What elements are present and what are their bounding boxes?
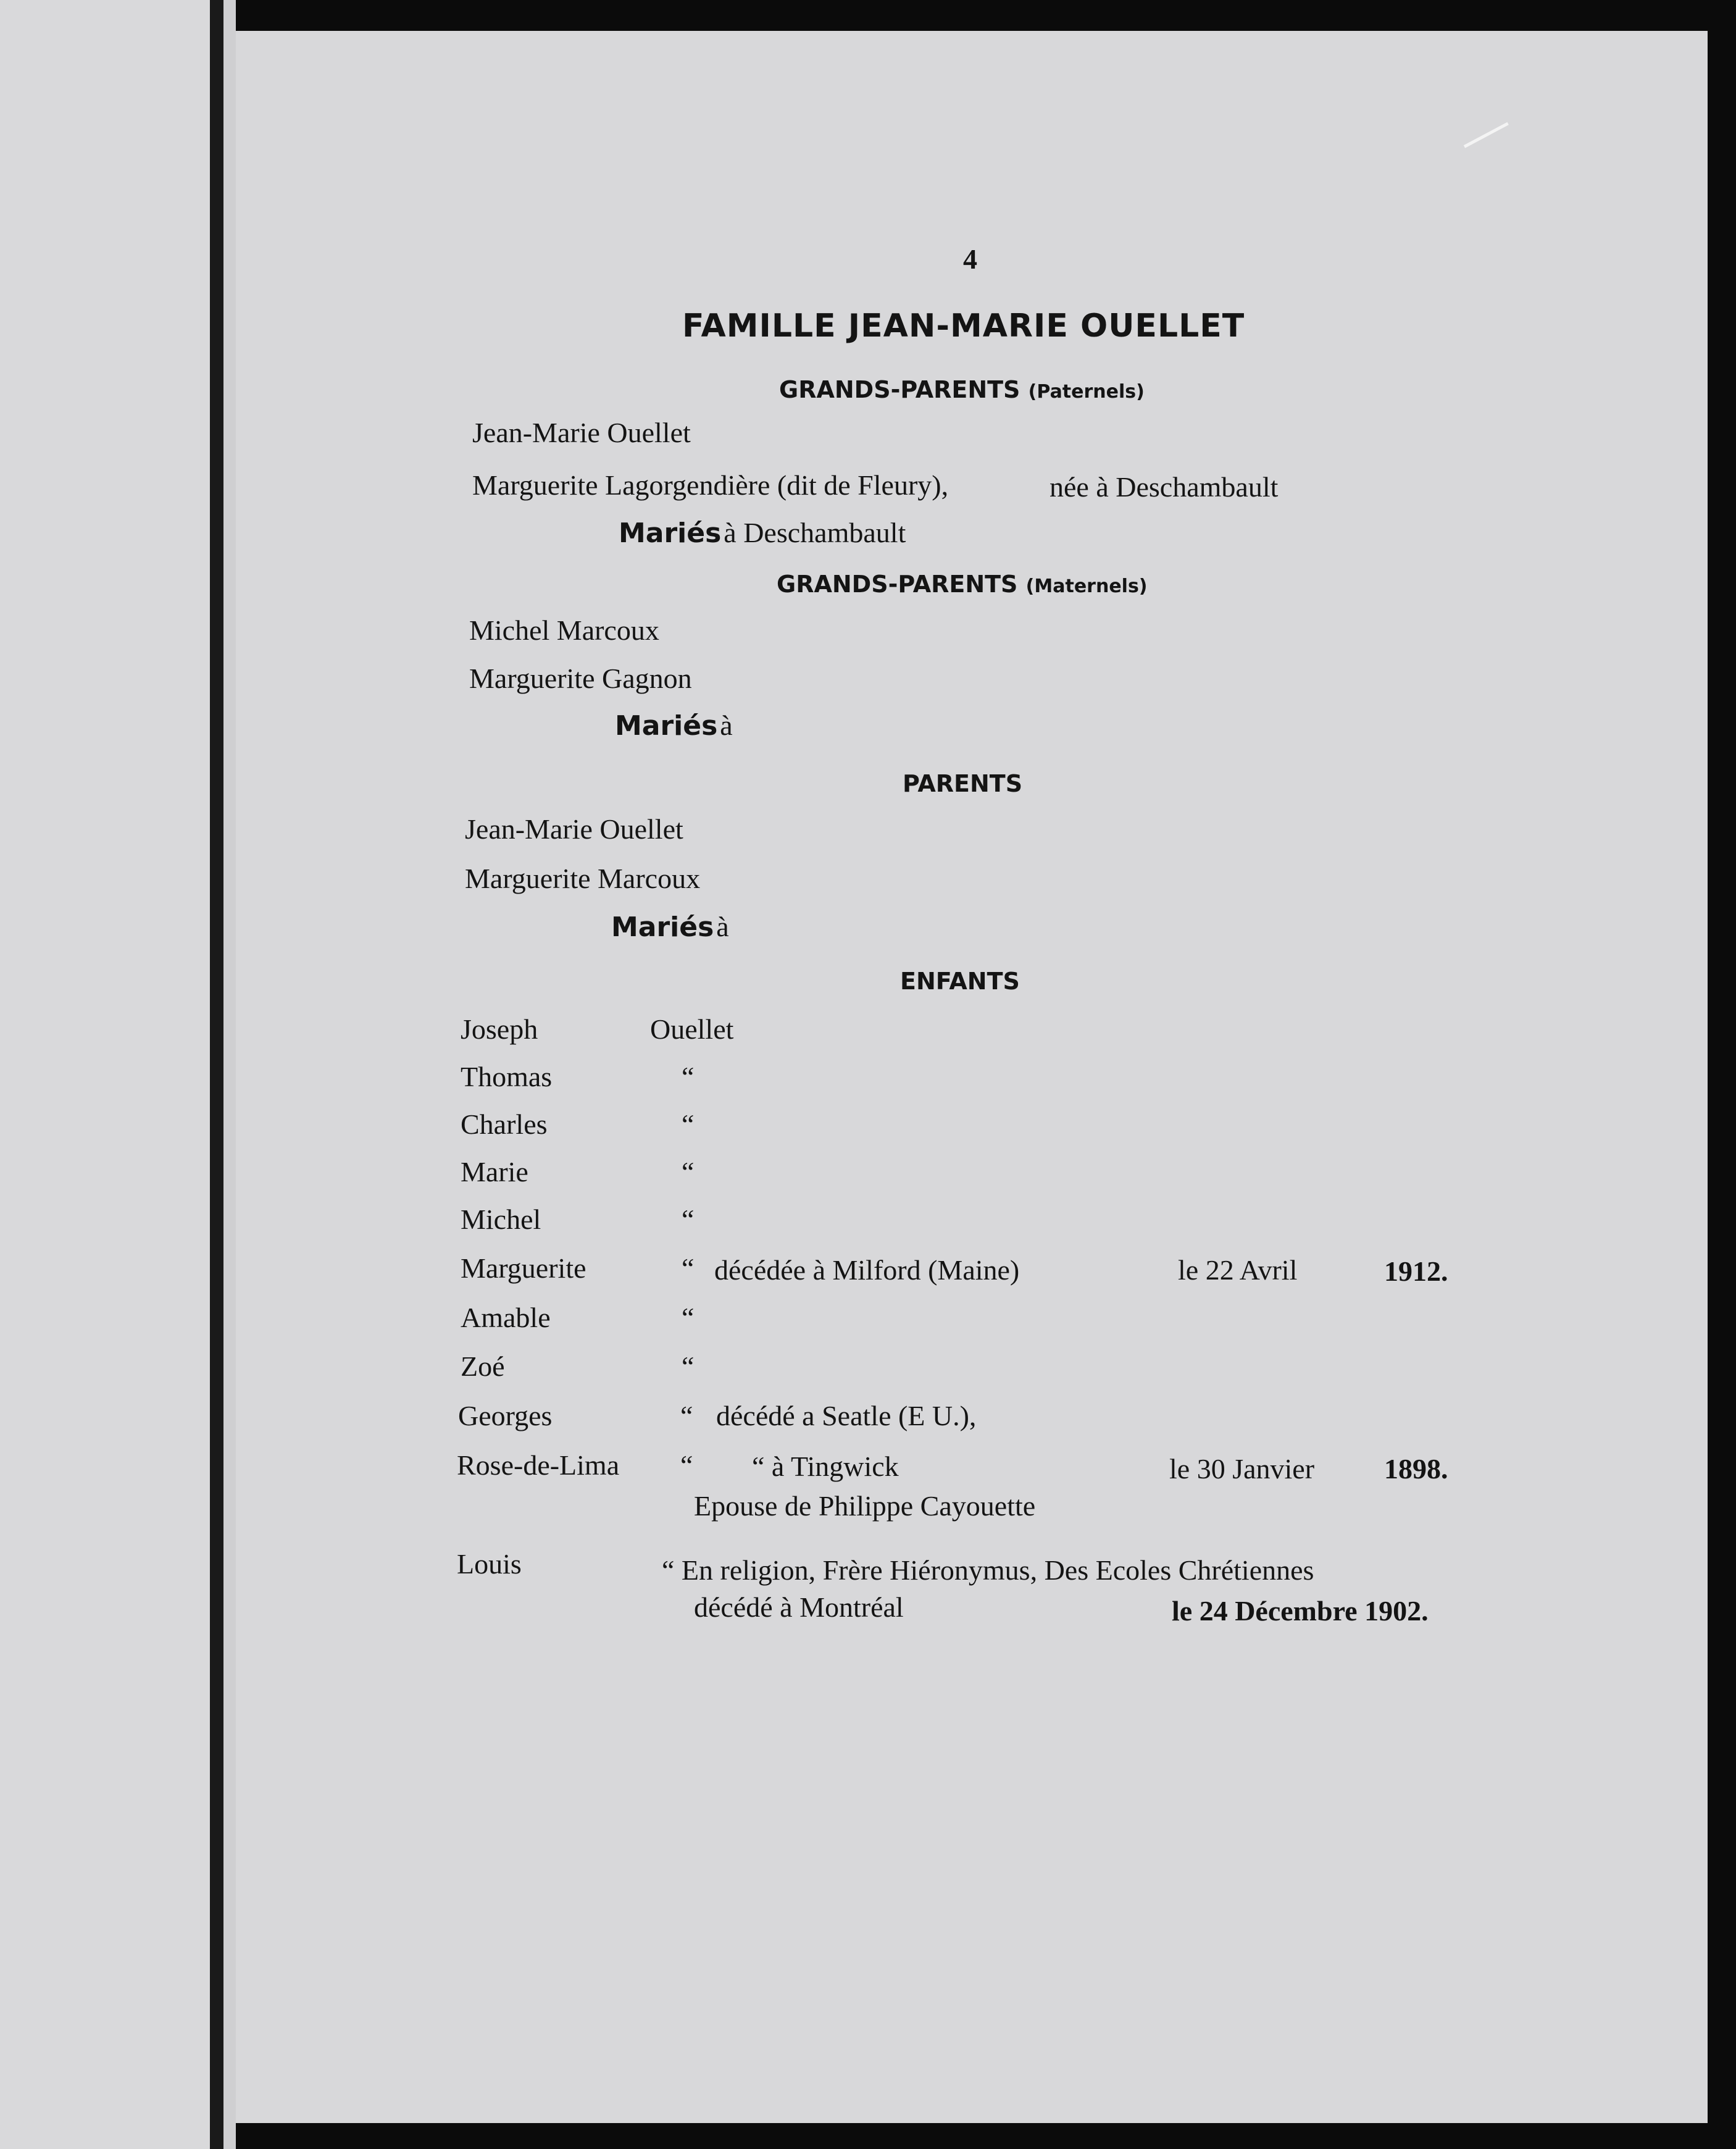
child-name: Amable (461, 1302, 551, 1333)
child-date: le 22 Avril (1178, 1254, 1298, 1286)
child-ditto: “ (682, 1204, 695, 1235)
child-ditto: “ (682, 1351, 695, 1382)
child-spouse-note: Epouse de Philippe Cayouette (694, 1490, 1036, 1522)
father: Jean-Marie Ouellet (465, 813, 683, 845)
child-name: Joseph (461, 1013, 538, 1045)
paternal-marriage: Mariés à Deschambault (619, 517, 906, 549)
maternal-grandfather: Michel Marcoux (469, 614, 659, 646)
book-gutter (210, 0, 223, 2149)
child-name: Marie (461, 1156, 528, 1188)
heading-grands-parents-maternels: GRANDS-PARENTS (Maternels) (777, 571, 1148, 598)
child-ditto: “ (682, 1252, 695, 1284)
child-ditto: “ (680, 1400, 693, 1431)
mother: Marguerite Marcoux (465, 863, 701, 894)
left-page-margin (0, 0, 210, 2149)
child-name: Georges (458, 1400, 553, 1431)
child-ditto: “ (682, 1108, 695, 1140)
child-ditto: “ (682, 1061, 695, 1092)
child-surname: Ouellet (650, 1013, 734, 1045)
child-name: Zoé (461, 1351, 505, 1382)
maternal-grandmother: Marguerite Gagnon (469, 663, 692, 694)
child-date: le 30 Janvier (1169, 1453, 1315, 1485)
heading-enfants: ENFANTS (900, 968, 1020, 995)
page-edge-strip (223, 0, 236, 2149)
child-detail: décédé a Seatle (E U.), (716, 1400, 977, 1431)
heading-qualifier: (Paternels) (1028, 381, 1145, 403)
child-date: le 24 Décembre 1902. (1172, 1595, 1429, 1627)
page-title: FAMILLE JEAN-MARIE OUELLET (682, 308, 1245, 345)
child-name: Louis (457, 1548, 522, 1580)
child-name: Rose-de-Lima (457, 1449, 620, 1481)
child-ditto: “ (680, 1449, 693, 1481)
child-detail: décédée à Milford (Maine) (714, 1254, 1020, 1286)
paternal-grandfather: Jean-Marie Ouellet (472, 417, 691, 448)
child-year: 1912. (1384, 1255, 1448, 1287)
paternal-grandmother: Marguerite Lagorgendière (dit de Fleury), (472, 469, 949, 501)
child-detail: décédé à Montréal (694, 1591, 904, 1623)
child-name: Marguerite (461, 1252, 586, 1284)
child-name: Charles (461, 1108, 548, 1140)
scratch-mark (1464, 122, 1509, 148)
document-page (236, 31, 1708, 2123)
heading-qualifier: (Maternels) (1025, 576, 1148, 597)
parents-marriage: Mariés à (611, 911, 729, 943)
child-detail: “ à Tingwick (752, 1451, 899, 1482)
heading-grands-parents-paternels: GRANDS-PARENTS (Paternels) (779, 376, 1145, 403)
child-ditto: “ (682, 1156, 695, 1188)
child-name: Michel (461, 1204, 541, 1235)
page-number: 4 (963, 243, 977, 275)
child-name: Thomas (461, 1061, 553, 1092)
child-detail: “ En religion, Frère Hiéronymus, Des Ecoles Chrétiennes (662, 1554, 1314, 1586)
maternal-marriage: Mariés à (615, 710, 733, 742)
paternal-grandmother-birthplace: née à Deschambault (1050, 471, 1279, 503)
child-ditto: “ (682, 1302, 695, 1333)
heading-parents: PARENTS (903, 770, 1023, 797)
child-year: 1898. (1384, 1453, 1448, 1485)
